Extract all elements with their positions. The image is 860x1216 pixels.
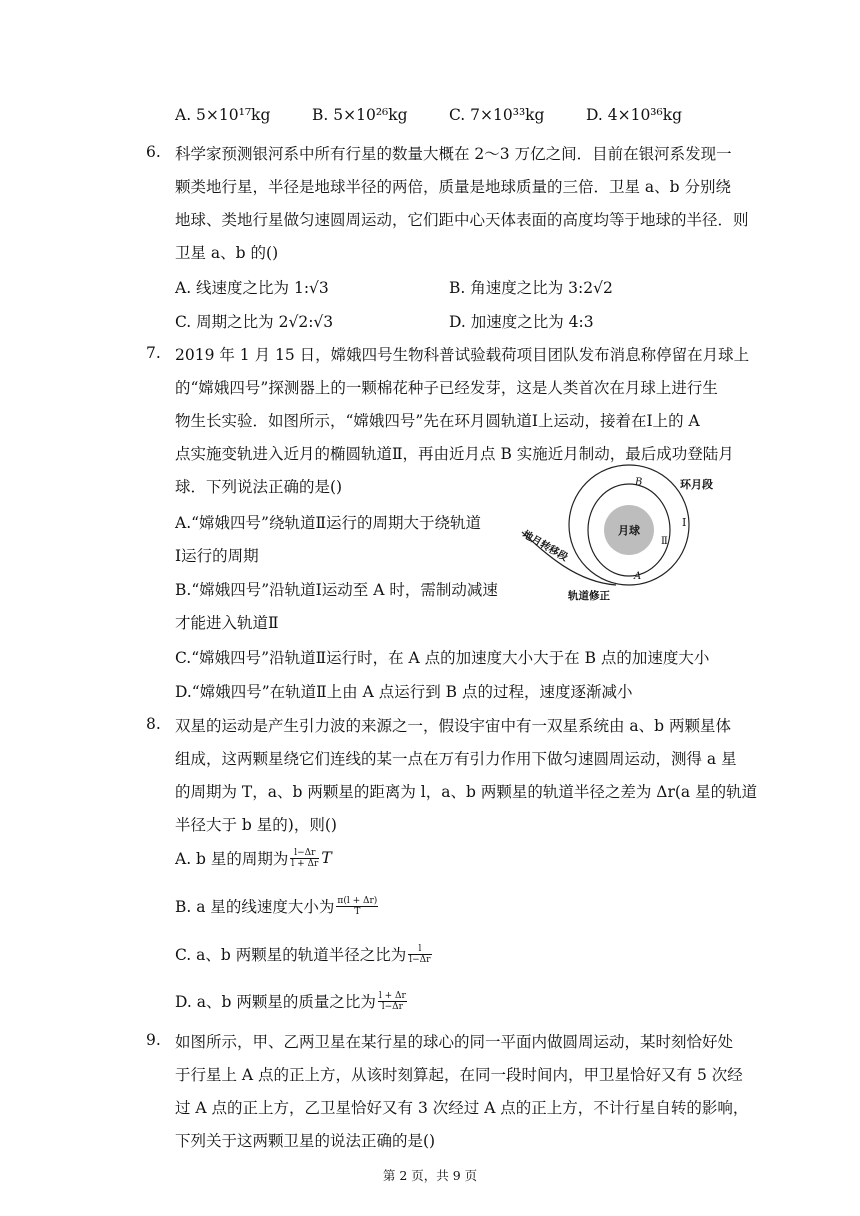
- q7-option-c: C.“嫦娥四号”沿轨道Ⅱ运行时，在 A 点的加速度大小大于在 B 点的加速度大小: [175, 649, 710, 667]
- q9-line: 过 A 点的正上方，乙卫星恰好又有 3 次经过 A 点的正上方，不计行星自转的影响，: [175, 1099, 749, 1117]
- q6-line: 颗类地行星，半径是地球半径的两倍，质量是地球质量的三倍．卫星 a、b 分别绕: [175, 178, 732, 196]
- q7-line: 2019 年 1 月 15 日，嫦娥四号生物科普试验载荷项目团队发布消息称停留在月球上: [175, 346, 750, 364]
- point-a-label: A: [634, 571, 642, 582]
- q8-number: 8.: [146, 715, 161, 733]
- q8-option-d-fraction: [378, 991, 407, 1012]
- q7-option-a-cont: Ⅰ运行的周期: [175, 547, 259, 565]
- fraction-denominator: l−Δr: [409, 954, 431, 965]
- q6-option-d: D. 加速度之比为 4:3: [449, 313, 594, 331]
- q7-number: 7.: [146, 344, 161, 362]
- q9-line: 于行星上 A 点的正上方，从该时刻算起，在同一段时间内，甲卫星恰好又有 5 次经: [175, 1066, 743, 1084]
- transfer-segment-label: 地月转移段: [520, 529, 570, 564]
- fraction-denominator: l−Δr: [381, 1001, 403, 1012]
- q8-option-c-fraction: [408, 944, 431, 965]
- q7-option-b: B.“嫦娥四号”沿轨道Ⅰ运动至 A 时，需制动减速: [175, 581, 498, 599]
- q8-option-c-text: C. a、b 两颗星的轨道半径之比为: [175, 946, 407, 964]
- point-b-label: B: [635, 477, 643, 488]
- orbit-two-label: Ⅱ: [661, 536, 668, 547]
- moon-label: 月球: [618, 524, 640, 537]
- q8-option-a-text: A. b 星的周期为: [175, 850, 289, 868]
- q8-line: 组成，这两颗星绕它们连线的某一点在万有引力作用下做匀速圆周运动，测得 a 星: [175, 750, 737, 768]
- q6-option-b: B. 角速度之比为 3:2√2: [449, 279, 613, 297]
- q7-line: 球．下列说法正确的是(): [175, 478, 343, 496]
- q9-line: 如图所示，甲、乙两卫星在某行星的球心的同一平面内做圆周运动，某时刻恰好处: [175, 1033, 734, 1051]
- ring-segment-label: 环月段: [680, 478, 713, 491]
- q8-option-d-text: D. a、b 两颗星的质量之比为: [175, 993, 376, 1011]
- q8-line: 双星的运动是产生引力波的来源之一，假设宇宙中有一双星系统由 a、b 两颗星体: [175, 717, 732, 735]
- q6-option-c: C. 周期之比为 2√2:√3: [175, 313, 334, 331]
- fraction-numerator: l + Δr: [378, 990, 406, 1001]
- orbit-one-label: Ⅰ: [682, 516, 687, 529]
- q5-option-b: B. 5×10²⁶kg: [312, 106, 408, 124]
- q6-number: 6.: [146, 143, 161, 161]
- q7-option-d: D.“嫦娥四号”在轨道Ⅱ上由 A 点运行到 B 点的过程，速度逐渐减小: [175, 683, 633, 701]
- fraction-denominator: l + Δr: [291, 858, 319, 869]
- fraction-numerator: l: [408, 944, 431, 955]
- fraction-numerator: l−Δr: [290, 848, 319, 859]
- lunar-orbit-diagram: [516, 458, 716, 608]
- q6-line: 科学家预测银河系中所有行星的数量大概在 2～3 万亿之间．目前在银河系发现一: [175, 145, 732, 163]
- q8-option-b-fraction: [336, 896, 378, 917]
- q6-line: 卫星 a、b 的(): [175, 244, 279, 262]
- q5-option-c: C. 7×10³³kg: [449, 106, 545, 124]
- q7-line: 点实施变轨进入近月的椭圆轨道Ⅱ，再由近月点 B 实施近月制动，最后成功登陆月: [175, 445, 734, 463]
- page-footer: 第 2 页，共 9 页: [382, 1168, 478, 1183]
- q8-line: 半径大于 b 星的)，则(): [175, 816, 337, 834]
- q8-option-b: [175, 895, 380, 917]
- q7-line: 物生长实验．如图所示，“嫦娥四号”先在环月圆轨道Ⅰ上运动，接着在Ⅰ上的 A: [175, 412, 700, 430]
- q8-option-a: [175, 847, 332, 869]
- q7-line: 的“嫦娥四号”探测器上的一颗棉花种子已经发芽，这是人类首次在月球上进行生: [175, 379, 718, 397]
- q5-option-d: D. 4×10³⁶kg: [586, 106, 683, 124]
- q8-option-c: [175, 943, 434, 965]
- q8-option-d: [175, 990, 409, 1012]
- q8-line: 的周期为 T，a、b 两颗星的距离为 l，a、b 两颗星的轨道半径之差为 Δr(a 星的轨道: [175, 783, 758, 801]
- q7-option-b-cont: 才能进入轨道Ⅱ: [175, 614, 279, 632]
- fraction-numerator: π(l + Δr): [337, 895, 378, 906]
- q8-option-a-tail: T: [321, 849, 332, 867]
- correction-label: 轨道修正: [568, 590, 610, 602]
- fraction-denominator: T: [354, 906, 361, 917]
- q7-option-a: A.“嫦娥四号”绕轨道Ⅱ运行的周期大于绕轨道: [175, 514, 482, 532]
- q9-number: 9.: [146, 1031, 161, 1049]
- q8-option-a-fraction: [290, 848, 319, 869]
- q6-option-a: A. 线速度之比为 1:√3: [175, 279, 329, 297]
- q9-line: 下列关于这两颗卫星的说法正确的是(): [175, 1132, 436, 1150]
- q5-option-a: A. 5×10¹⁷kg: [175, 106, 271, 124]
- q6-line: 地球、类地行星做匀速圆周运动，它们距中心天体表面的高度均等于地球的半径．则: [175, 211, 749, 229]
- q8-option-b-text: B. a 星的线速度大小为: [175, 898, 335, 916]
